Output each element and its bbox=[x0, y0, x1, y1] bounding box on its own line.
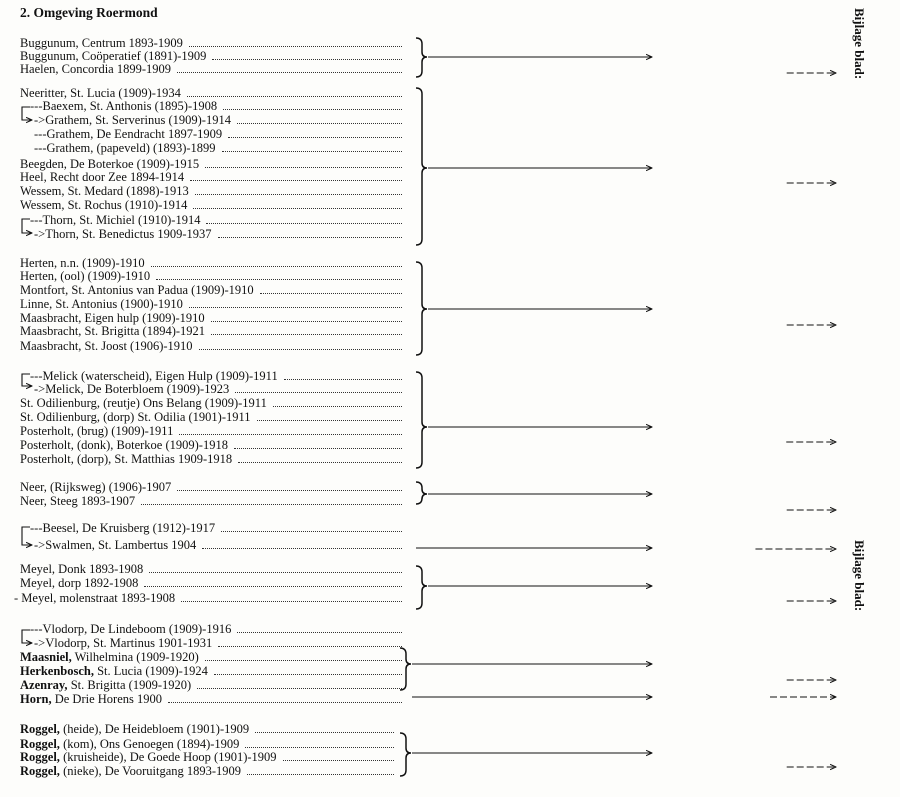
entry-text: (nieke), De Vooruitgang 1893-1909 bbox=[59, 764, 242, 778]
entry-text: Buggunum, Centrum 1893-1909 bbox=[20, 36, 183, 50]
entry-place: Azenray, bbox=[20, 678, 68, 692]
entry-text: ---Baexem, St. Anthonis (1895)-1908 bbox=[30, 99, 218, 113]
group-brace bbox=[416, 566, 427, 609]
entry-text: ---Melick (waterscheid), Eigen Hulp (1909)-1911 bbox=[30, 369, 278, 383]
entry-text: Posterholt, (brug) (1909)-1911 bbox=[20, 424, 174, 438]
entry-text: De Drie Horens 1900 bbox=[51, 692, 162, 706]
entry-text: St. Odilienburg, (dorp) St. Odilia (1901)-1911 bbox=[20, 410, 251, 424]
merge-rail bbox=[22, 630, 32, 643]
entry-text: St. Lucia (1909)-1924 bbox=[93, 664, 208, 678]
merge-rail bbox=[22, 374, 32, 386]
group-brace bbox=[400, 733, 411, 776]
entry-text: ->Grathem, St. Serverinus (1909)-1914 bbox=[34, 113, 231, 127]
entry-place: Roggel, bbox=[20, 722, 60, 736]
group-brace bbox=[416, 372, 427, 468]
entry-text: Wilhelmina (1909-1920) bbox=[71, 650, 199, 664]
entry-text: Herten, (ool) (1909)-1910 bbox=[20, 269, 151, 283]
merge-rail bbox=[22, 527, 32, 545]
entry-place: Roggel, bbox=[20, 737, 60, 751]
entry-text: Posterholt, (donk), Boterkoe (1909)-1918 bbox=[20, 438, 228, 452]
entry-text: Maasbracht, St. Brigitta (1894)-1921 bbox=[20, 324, 206, 338]
entry-place: Maasniel, bbox=[20, 650, 72, 664]
entry-text: Neer, Steeg 1893-1907 bbox=[20, 494, 136, 508]
group-brace bbox=[416, 88, 427, 245]
entry-place: Herkenbosch, bbox=[20, 664, 94, 678]
entry-text: (kom), Ons Genoegen (1894)-1909 bbox=[59, 737, 240, 751]
entry-place: Roggel, bbox=[20, 764, 60, 778]
entry-text: St. Brigitta (1909-1920) bbox=[67, 678, 192, 692]
entry-text: ---Vlodorp, De Lindeboom (1909)-1916 bbox=[30, 622, 232, 636]
entry-place: Roggel, bbox=[20, 750, 60, 764]
entry-text: (heide), De Heidebloem (1901)-1909 bbox=[59, 722, 250, 736]
entry-text: ---Beesel, De Kruisberg (1912)-1917 bbox=[30, 521, 216, 535]
entry-text: Haelen, Concordia 1899-1909 bbox=[20, 62, 172, 76]
entry-text: ---Grathem, De Eendracht 1897-1909 bbox=[34, 127, 223, 141]
page-title: 2. Omgeving Roermond bbox=[20, 5, 158, 20]
entry-text: Beegden, De Boterkoe (1909)-1915 bbox=[20, 157, 200, 171]
entry-text: ->Thorn, St. Benedictus 1909-1937 bbox=[34, 227, 212, 241]
merge-rail bbox=[22, 107, 32, 120]
entry-text: Herten, n.n. (1909)-1910 bbox=[20, 256, 145, 270]
entry-text: ->Swalmen, St. Lambertus 1904 bbox=[34, 538, 197, 552]
entry-text: Wessem, St. Medard (1898)-1913 bbox=[20, 184, 189, 198]
entry-text: - Meyel, molenstraat 1893-1908 bbox=[14, 591, 176, 605]
entry-text: ->Melick, De Boterbloem (1909)-1923 bbox=[34, 382, 230, 396]
entry-text: Maasbracht, Eigen hulp (1909)-1910 bbox=[20, 311, 205, 325]
entry-text: (kruisheide), De Goede Hoop (1901)-1909 bbox=[59, 750, 277, 764]
side-label-top: Bijlage blad: bbox=[852, 8, 867, 80]
group-brace bbox=[416, 262, 427, 355]
entry-place: Horn, bbox=[20, 692, 52, 706]
entry-text: Meyel, Donk 1893-1908 bbox=[20, 562, 144, 576]
entry-text: Neeritter, St. Lucia (1909)-1934 bbox=[20, 86, 181, 100]
entry-text: St. Odilienburg, (reutje) Ons Belang (1909)-1911 bbox=[20, 396, 267, 410]
group-brace bbox=[416, 482, 427, 504]
group-brace bbox=[416, 38, 427, 77]
entry-text: Wessem, St. Rochus (1910)-1914 bbox=[20, 198, 188, 212]
entry-text: Maasbracht, St. Joost (1906)-1910 bbox=[20, 339, 193, 353]
side-label-bottom: Bijlage blad: bbox=[852, 540, 867, 612]
entry-text: ---Thorn, St. Michiel (1910)-1914 bbox=[30, 213, 201, 227]
entry-text: Meyel, dorp 1892-1908 bbox=[20, 576, 139, 590]
merge-rail bbox=[22, 219, 32, 233]
entry-text: Posterholt, (dorp), St. Matthias 1909-1918 bbox=[20, 452, 233, 466]
entry-text: Montfort, St. Antonius van Padua (1909)-1910 bbox=[20, 283, 254, 297]
entry-text: ---Grathem, (papeveld) (1893)-1899 bbox=[34, 141, 216, 155]
entry-text: Linne, St. Antonius (1900)-1910 bbox=[20, 297, 183, 311]
entry-text: Buggunum, Coöperatief (1891)-1909 bbox=[20, 49, 207, 63]
entry-text: Neer, (Rijksweg) (1906)-1907 bbox=[20, 480, 172, 494]
entry-text: Heel, Recht door Zee 1894-1914 bbox=[20, 170, 185, 184]
group-brace bbox=[400, 648, 411, 690]
entry-text: ->Vlodorp, St. Martinus 1901-1931 bbox=[34, 636, 213, 650]
